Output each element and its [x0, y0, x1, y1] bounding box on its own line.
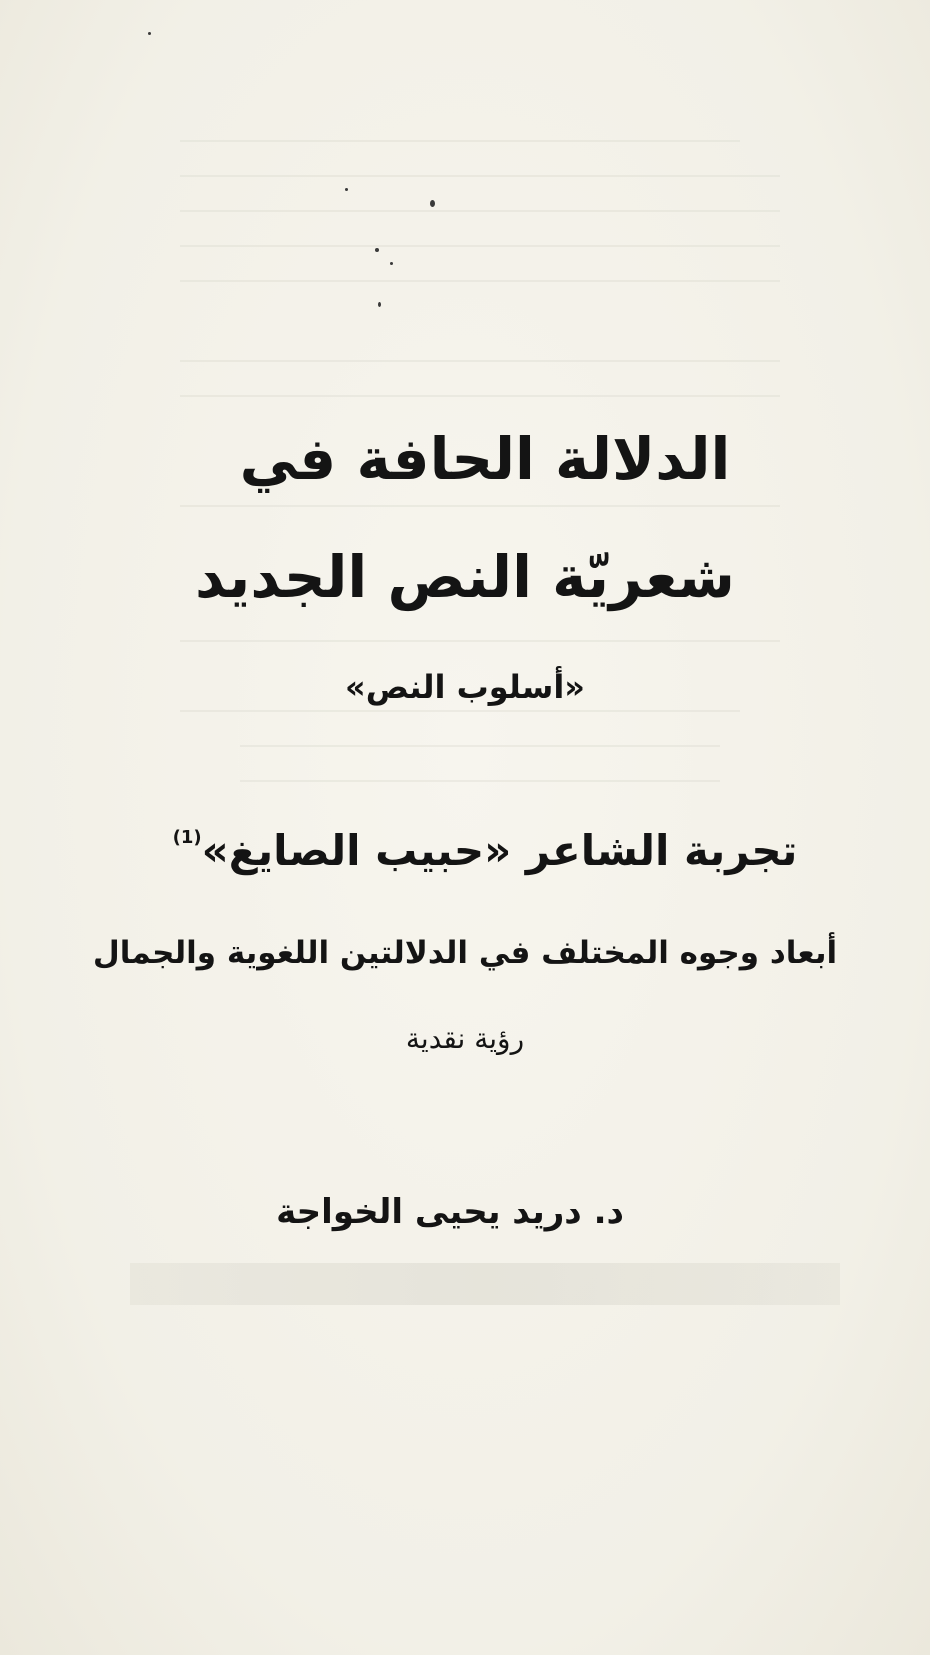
bleed-through-band: [130, 1263, 840, 1305]
title-line-2: شعريّة النص الجديد: [195, 543, 735, 611]
bleed-through-line: [180, 710, 740, 712]
title-line-1: الدلالة الحافة في: [239, 425, 731, 493]
bleed-through-line: [180, 280, 780, 282]
bleed-through-line: [180, 505, 780, 507]
subtitle-line-3: رؤية نقدية: [405, 1022, 525, 1055]
footnote-marker: (1): [172, 827, 202, 848]
bleed-through-line: [180, 640, 780, 642]
title-line-3: «أسلوب النص»: [345, 668, 585, 706]
speck: [378, 302, 381, 307]
author-name: د. دريد يحيى الخواجة: [276, 1192, 624, 1232]
speck: [345, 188, 348, 191]
bleed-through-line: [240, 745, 720, 747]
bleed-through-line: [180, 140, 740, 142]
bleed-through-line: [180, 210, 780, 212]
bleed-through-line: [180, 395, 780, 397]
speck: [430, 200, 435, 207]
subtitle-text: تجربة الشاعر «حبيب الصايغ»: [201, 826, 798, 875]
bleed-through-line: [240, 780, 720, 782]
subtitle-line-1: [20, 826, 930, 875]
speck: [148, 32, 151, 35]
speck: [390, 262, 393, 265]
bleed-through-line: [180, 245, 780, 247]
bleed-through-line: [180, 175, 780, 177]
speck: [375, 248, 379, 252]
bleed-through-line: [180, 360, 780, 362]
subtitle-line-2: أبعاد وجوه المختلف في الدلالتين اللغوية والجمال: [92, 935, 838, 971]
